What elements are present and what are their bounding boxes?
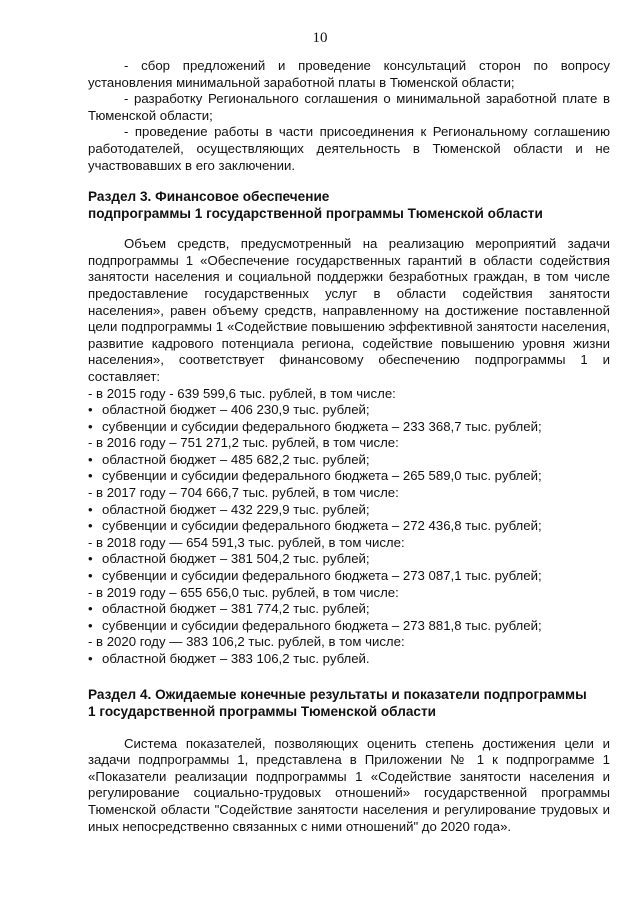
- intro-item-1: - сбор предложений и проведение консультаций сторон по вопросу установления минимальной заработной платы в Тюменской области;: [88, 58, 610, 90]
- page-number: 10: [312, 30, 328, 46]
- intro-item-2: - разработку Регионального соглашения о минимальной заработной плате в Тюменской области;: [88, 91, 610, 123]
- year-2015-federal: • субвенции и субсидии федерального бюджета – 233 368,7 тыс. рублей;: [88, 419, 610, 436]
- year-2016-federal: • субвенции и субсидии федерального бюджета – 265 589,0 тыс. рублей;: [88, 468, 610, 485]
- year-2020: - в 2020 году — 383 106,2 тыс. рублей, в том числе:: [88, 634, 405, 650]
- year-2015-regional: • областной бюджет – 406 230,9 тыс. рублей;: [88, 402, 610, 419]
- document-body: [88, 58, 610, 835]
- year-2017-federal: • субвенции и субсидии федерального бюджета – 272 436,8 тыс. рублей;: [88, 518, 610, 535]
- year-2019-federal: • субвенции и субсидии федерального бюджета – 273 881,8 тыс. рублей;: [88, 618, 610, 635]
- section4-paragraph: Система показателей, позволяющих оценить степень достижения цели и задачи подпрограммы 1, представлена в Приложении № 1 к подпрограмме 1 «Показатели реализации подпрограммы 1 «Содействие занятости населения и регулирование социально-трудовых отношений» государственной программы Тюменской области "Содействие занятости населения и регулирование трудовых и иных непосредственно связанных с ними отношений" до 2020 года».: [88, 735, 610, 834]
- section4-heading: [88, 686, 610, 720]
- year-2016-regional: • областной бюджет – 485 682,2 тыс. рублей;: [88, 452, 610, 469]
- year-2017: - в 2017 году – 704 666,7 тыс. рублей, в том числе:: [88, 485, 399, 501]
- year-2019-regional: • областной бюджет – 381 774,2 тыс. рублей;: [88, 601, 610, 618]
- year-2015: - в 2015 году - 639 599,6 тыс. рублей, в том числе:: [88, 385, 396, 401]
- year-2020-regional: • областной бюджет – 383 106,2 тыс. рублей.: [88, 651, 610, 668]
- year-2017-regional: • областной бюджет – 432 229,9 тыс. рублей;: [88, 502, 610, 519]
- intro-item-3: - проведение работы в части присоединения к Региональному соглашению работодателей, осуществляющих деятельность в Тюменской области и не участвовавших в его заключении.: [88, 124, 610, 173]
- year-2019: - в 2019 году – 655 656,0 тыс. рублей, в том числе:: [88, 584, 399, 600]
- section3-paragraph: Объем средств, предусмотренный на реализацию мероприятий задачи подпрограммы 1 «Обеспечение государственных гарантий в области содействия занятости населения и социальной поддержки безработных граждан, в том числе предоставление государственных услуг в области содействия занятости населения», равен объему средств, направленному на достижение поставленной цели подпрограммы 1 «Содействие повышению эффективной занятости населения, развитие кадрового потенциала региона, содействие повышению уровня жизни населения», соответствует финансовому обеспечению подпрограммы 1 и составляет:: [88, 236, 610, 384]
- section4-title-line2: 1 государственной программы Тюменской области: [88, 703, 437, 719]
- year-2018-regional: • областной бюджет – 381 504,2 тыс. рублей;: [88, 551, 610, 568]
- section3-heading: [88, 188, 610, 222]
- year-2016: - в 2016 году – 751 271,2 тыс. рублей, в том числе:: [88, 435, 399, 451]
- year-2018: - в 2018 году — 654 591,3 тыс. рублей, в том числе:: [88, 534, 405, 550]
- section4-title-line1: Раздел 4. Ожидаемые конечные результаты и показатели подпрограммы: [88, 686, 587, 702]
- section3-title-line2: подпрограммы 1 государственной программы Тюменской области: [88, 206, 543, 222]
- section3-title-line1: Раздел 3. Финансовое обеспечение: [88, 189, 330, 205]
- year-2018-federal: • субвенции и субсидии федерального бюджета – 273 087,1 тыс. рублей;: [88, 568, 610, 585]
- funding-list: [88, 386, 610, 668]
